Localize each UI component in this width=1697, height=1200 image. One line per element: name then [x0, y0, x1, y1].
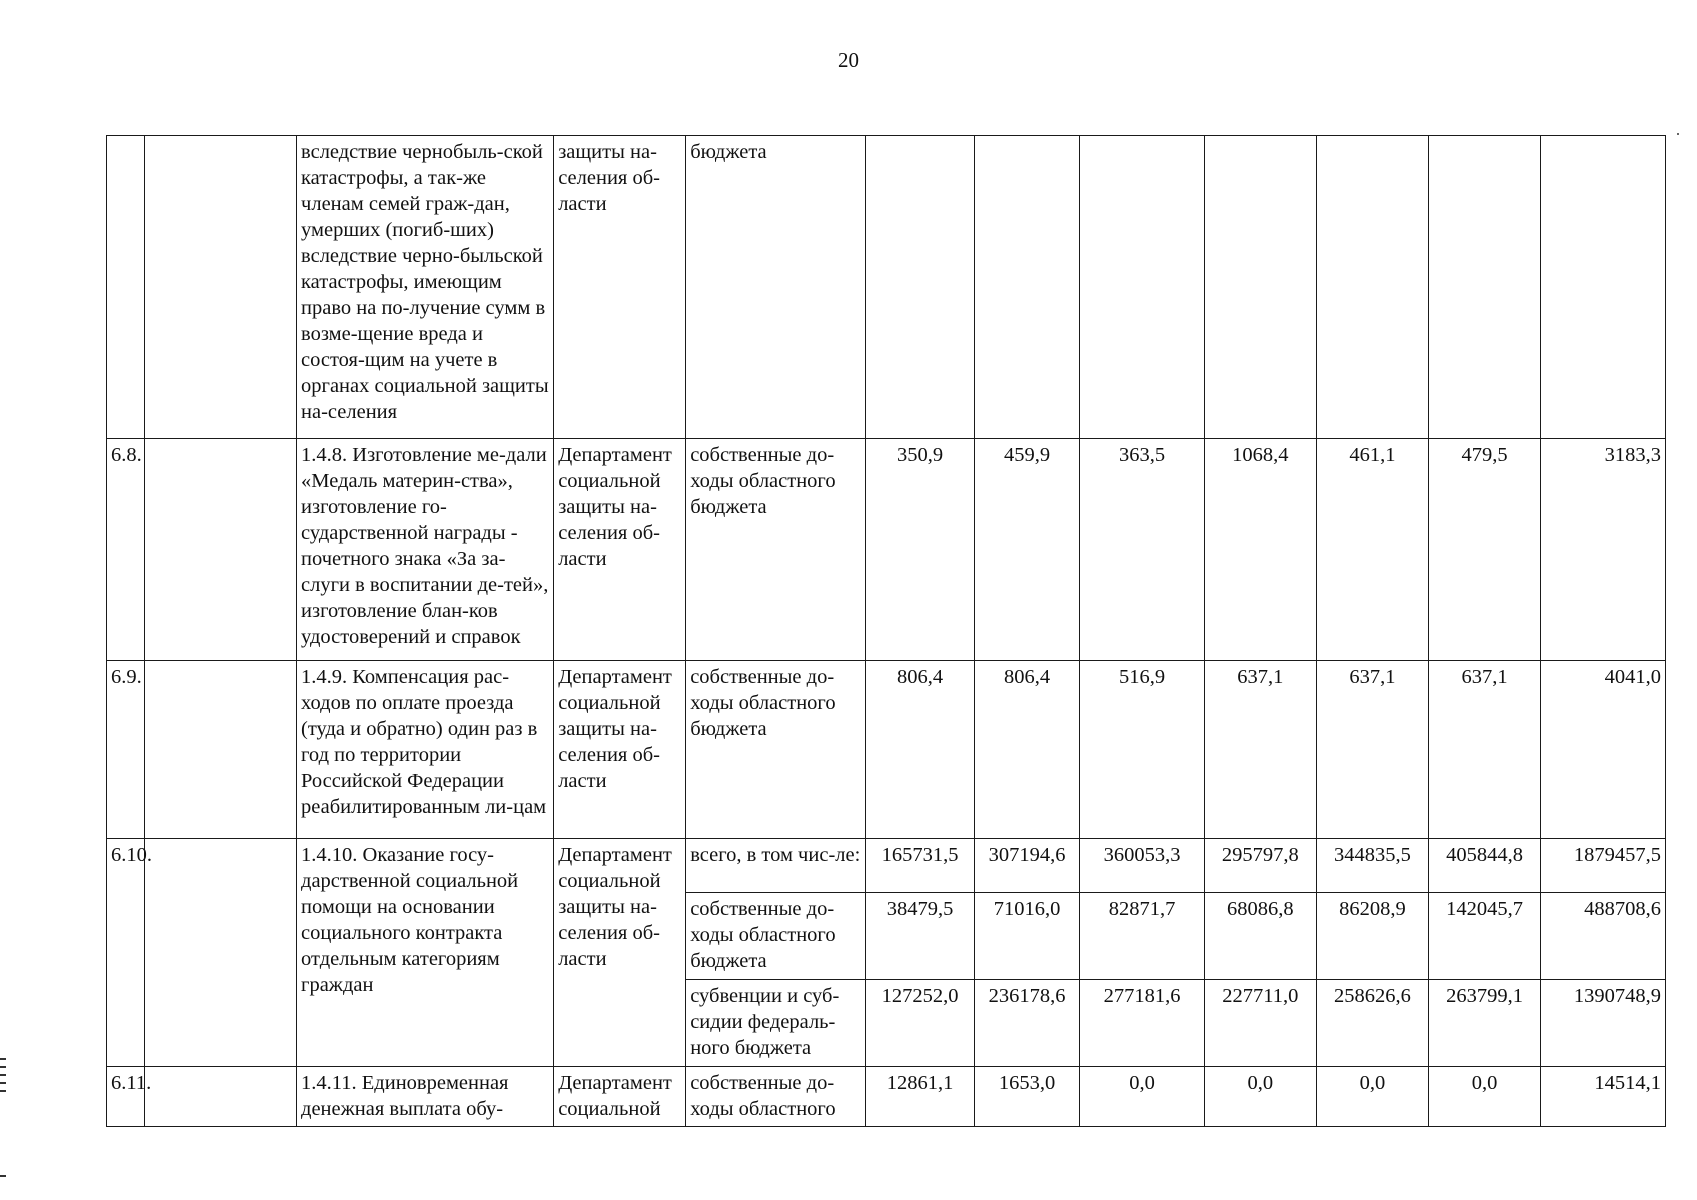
- description-cell: вследствие чернобыль-ской катастрофы, а так-же членам семей граж-дан, умерших (погиб-ших) вследствие черно-быльской катастрофы, имеющим право на по-лучение сумм в возме-щение вреда и состоя-щим на учете в органах социальной защиты на-селения: [297, 136, 554, 439]
- value-cell: 258626,6: [1316, 979, 1429, 1066]
- index-cell: [107, 136, 145, 439]
- total-cell: 14514,1: [1540, 1066, 1665, 1126]
- value-cell: [1316, 136, 1429, 439]
- source-cell: субвенции и суб-сидии федераль-ного бюджета: [686, 979, 866, 1066]
- executor-cell: защиты на-селения об-ласти: [554, 136, 686, 439]
- value-cell: 516,9: [1079, 660, 1204, 838]
- value-cell: 806,4: [975, 660, 1080, 838]
- value-cell: 1653,0: [975, 1066, 1080, 1126]
- source-cell: бюджета: [686, 136, 866, 439]
- value-cell: 142045,7: [1429, 892, 1541, 979]
- value-cell: 637,1: [1429, 660, 1541, 838]
- value-cell: 479,5: [1429, 438, 1541, 660]
- scan-margin-mark: [0, 1058, 6, 1060]
- value-cell: 1068,4: [1205, 438, 1317, 660]
- scan-margin-mark: [0, 1175, 6, 1177]
- description-cell: 1.4.10. Оказание госу-дарственной социальной помощи на основании социального контракта отдельным категориям граждан: [297, 838, 554, 1066]
- page-number: 20: [838, 48, 859, 72]
- value-cell: 637,1: [1205, 660, 1317, 838]
- value-cell: 360053,3: [1079, 838, 1204, 892]
- budget-table: [106, 135, 1666, 1127]
- executor-cell: Департамент социальной защиты на-селения об-ласти: [554, 838, 686, 1066]
- source-cell: собственные до-ходы областного: [686, 1066, 866, 1126]
- description-cell: 1.4.9. Компенсация рас-ходов по оплате проезда (туда и обратно) один раз в год по территории Российской Федерации реабилитированным ли-цам: [297, 660, 554, 838]
- value-cell: 277181,6: [1079, 979, 1204, 1066]
- value-cell: 295797,8: [1205, 838, 1317, 892]
- source-cell: собственные до-ходы областного бюджета: [686, 438, 866, 660]
- description-cell: 1.4.11. Единовременная денежная выплата обу-: [297, 1066, 554, 1126]
- index-cell: 6.9.: [107, 660, 145, 838]
- source-cell: собственные до-ходы областного бюджета: [686, 660, 866, 838]
- scan-margin-mark: [0, 1066, 6, 1068]
- total-cell: 1879457,5: [1540, 838, 1665, 892]
- index-cell: 6.8.: [107, 438, 145, 660]
- description-cell: 1.4.8. Изготовление ме-дали «Медаль материн-ства», изготовление го-сударственной награды - почетного знака «За за-слуги в воспитании де-тей», изготовление блан-ков удостоверений и справок: [297, 438, 554, 660]
- value-cell: 0,0: [1316, 1066, 1429, 1126]
- value-cell: 236178,6: [975, 979, 1080, 1066]
- code-cell: [144, 1066, 296, 1126]
- executor-cell: Департамент социальной: [554, 1066, 686, 1126]
- value-cell: [1079, 136, 1204, 439]
- value-cell: [1205, 136, 1317, 439]
- value-cell: 127252,0: [866, 979, 975, 1066]
- value-cell: 227711,0: [1205, 979, 1317, 1066]
- value-cell: 0,0: [1429, 1066, 1541, 1126]
- total-cell: 3183,3: [1540, 438, 1665, 660]
- table-row-6-11: [107, 1066, 1666, 1126]
- value-cell: 307194,6: [975, 838, 1080, 892]
- table-row-6-8: [107, 438, 1666, 660]
- executor-cell: Департамент социальной защиты на-селения об-ласти: [554, 438, 686, 660]
- value-cell: [1540, 136, 1665, 439]
- value-cell: 263799,1: [1429, 979, 1541, 1066]
- value-cell: 0,0: [1205, 1066, 1317, 1126]
- table-row-continuation: [107, 136, 1666, 439]
- scan-margin-mark: [0, 1090, 6, 1092]
- value-cell: 165731,5: [866, 838, 975, 892]
- value-cell: 0,0: [1079, 1066, 1204, 1126]
- table-row-6-10-total: [107, 838, 1666, 892]
- value-cell: 459,9: [975, 438, 1080, 660]
- value-cell: 637,1: [1316, 660, 1429, 838]
- executor-cell: Департамент социальной защиты на-селения об-ласти: [554, 660, 686, 838]
- code-cell: [144, 660, 296, 838]
- scan-margin-mark: [0, 1074, 6, 1076]
- table-row-6-9: [107, 660, 1666, 838]
- source-cell: собственные до-ходы областного бюджета: [686, 892, 866, 979]
- value-cell: [866, 136, 975, 439]
- value-cell: 405844,8: [1429, 838, 1541, 892]
- source-cell: всего, в том чис-ле:: [686, 838, 866, 892]
- value-cell: 71016,0: [975, 892, 1080, 979]
- total-cell: 4041,0: [1540, 660, 1665, 838]
- value-cell: 350,9: [866, 438, 975, 660]
- value-cell: 68086,8: [1205, 892, 1317, 979]
- code-cell: [144, 438, 296, 660]
- value-cell: 38479,5: [866, 892, 975, 979]
- value-cell: 82871,7: [1079, 892, 1204, 979]
- code-cell: [144, 136, 296, 439]
- code-cell: [144, 838, 296, 1066]
- value-cell: 12861,1: [866, 1066, 975, 1126]
- value-cell: 806,4: [866, 660, 975, 838]
- total-cell: 1390748,9: [1540, 979, 1665, 1066]
- index-cell: 6.11.: [107, 1066, 145, 1126]
- value-cell: 363,5: [1079, 438, 1204, 660]
- scan-speck: [1677, 133, 1679, 135]
- index-cell: 6.10.: [107, 838, 145, 1066]
- value-cell: [975, 136, 1080, 439]
- value-cell: 86208,9: [1316, 892, 1429, 979]
- value-cell: 344835,5: [1316, 838, 1429, 892]
- scan-margin-mark: [0, 1082, 6, 1084]
- value-cell: [1429, 136, 1541, 439]
- total-cell: 488708,6: [1540, 892, 1665, 979]
- value-cell: 461,1: [1316, 438, 1429, 660]
